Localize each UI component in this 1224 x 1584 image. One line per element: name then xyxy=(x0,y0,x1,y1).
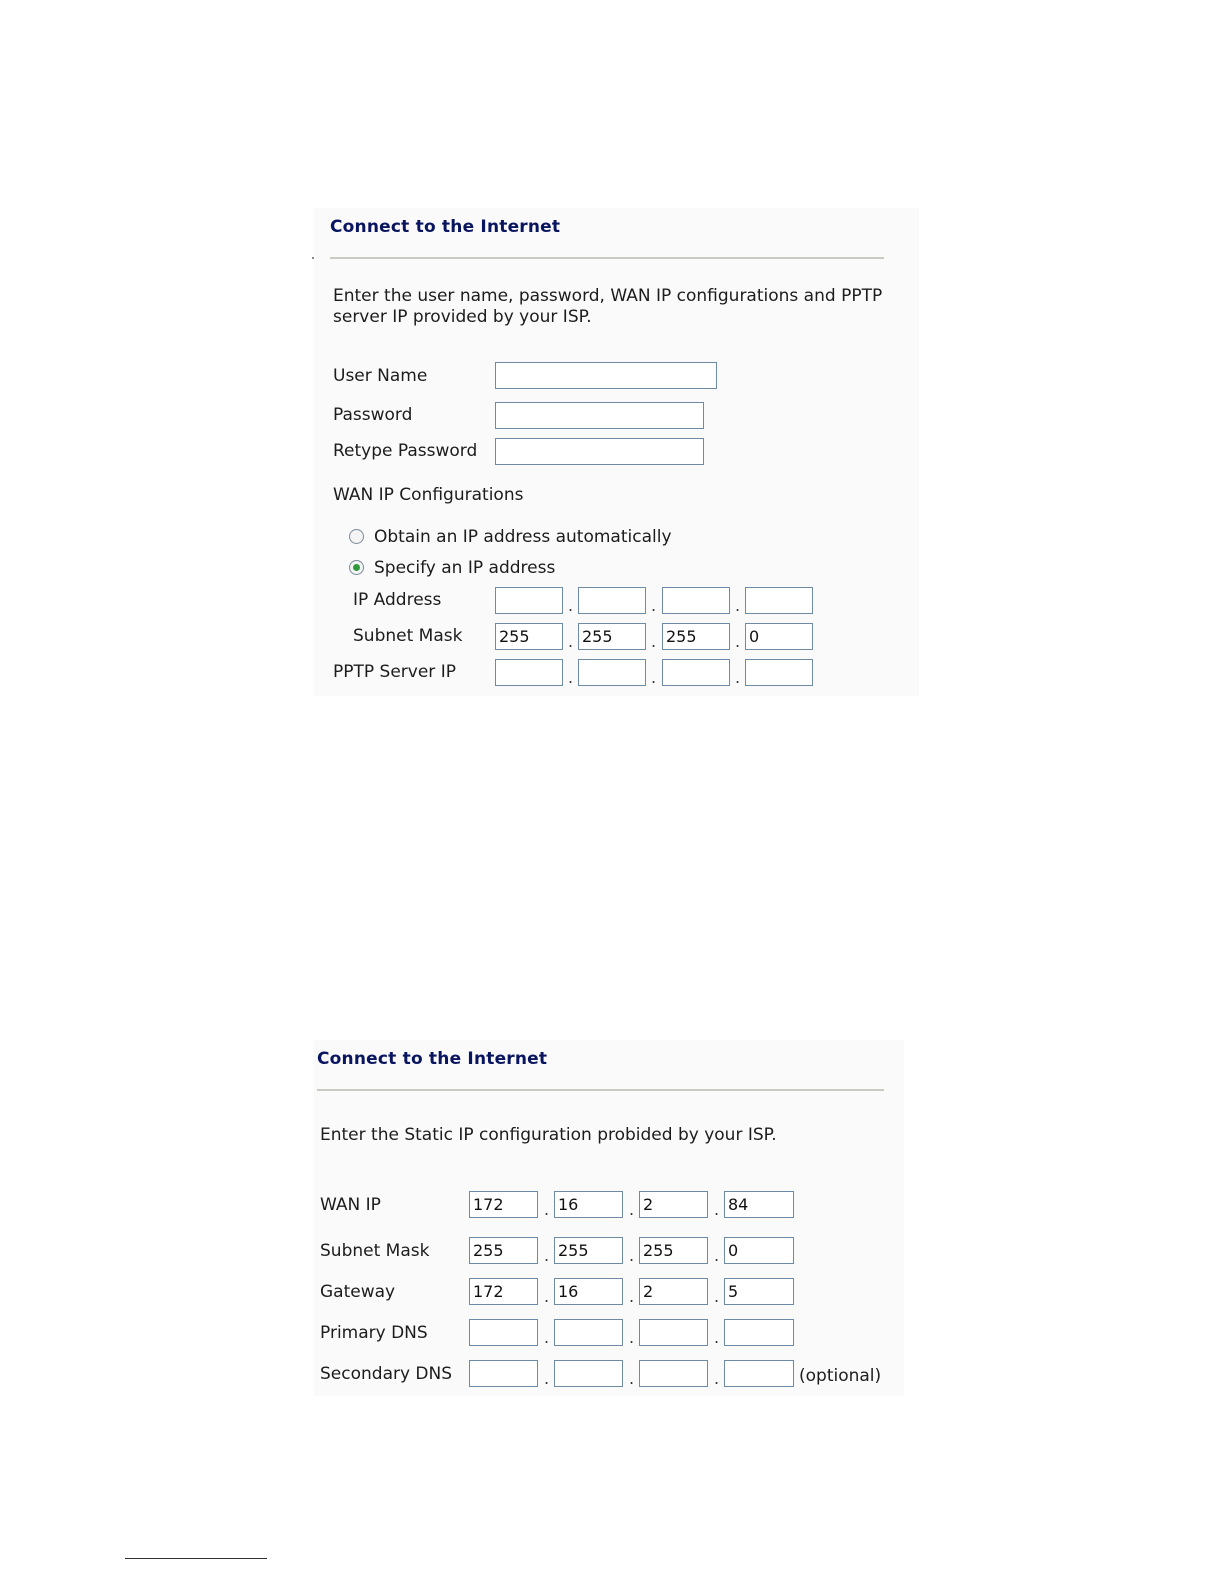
subnet-mask-label: Subnet Mask xyxy=(353,626,463,646)
ip-address-label: IP Address xyxy=(353,590,442,610)
secondary-dns-octet-2[interactable] xyxy=(554,1360,623,1387)
stray-mark xyxy=(312,257,314,259)
primary-dns-octet-1[interactable] xyxy=(469,1319,538,1346)
octet-separator: . xyxy=(544,1287,550,1306)
user-name-input[interactable] xyxy=(495,362,717,389)
octet-separator: . xyxy=(544,1369,550,1388)
octet-separator: . xyxy=(568,632,574,651)
octet-separator: . xyxy=(629,1200,635,1219)
octet-separator: . xyxy=(544,1246,550,1265)
octet-separator: . xyxy=(714,1246,720,1265)
octet-separator: . xyxy=(568,596,574,615)
gateway-octet-3[interactable] xyxy=(639,1278,708,1305)
wan-ip-label: WAN IP xyxy=(320,1195,381,1215)
octet-separator: . xyxy=(735,632,741,651)
static-subnet-mask-octet-2[interactable] xyxy=(554,1237,623,1264)
secondary-dns-octet-3[interactable] xyxy=(639,1360,708,1387)
octet-separator: . xyxy=(544,1328,550,1347)
ip-address-octet-2[interactable] xyxy=(578,587,646,614)
static-subnet-mask-octet-3[interactable] xyxy=(639,1237,708,1264)
gateway-octet-1[interactable] xyxy=(469,1278,538,1305)
subnet-mask-octet-3[interactable] xyxy=(662,623,730,650)
octet-separator: . xyxy=(544,1200,550,1219)
octet-separator: . xyxy=(629,1328,635,1347)
optional-note: (optional) xyxy=(799,1366,882,1386)
ip-address-octet-3[interactable] xyxy=(662,587,730,614)
octet-separator: . xyxy=(714,1328,720,1347)
octet-separator: . xyxy=(651,596,657,615)
specify-ip-address-label[interactable]: Specify an IP address xyxy=(374,558,556,578)
secondary-dns-octet-1[interactable] xyxy=(469,1360,538,1387)
pptp-instructions-line2: server IP provided by your ISP. xyxy=(333,307,592,327)
subnet-mask-octet-2[interactable] xyxy=(578,623,646,650)
wan-ip-octet-4[interactable] xyxy=(724,1191,794,1218)
gateway-octet-2[interactable] xyxy=(554,1278,623,1305)
static-subnet-mask-label: Subnet Mask xyxy=(320,1241,430,1261)
gateway-label: Gateway xyxy=(320,1282,396,1302)
retype-password-label: Retype Password xyxy=(333,441,478,461)
octet-separator: . xyxy=(714,1287,720,1306)
pptp-server-ip-octet-1[interactable] xyxy=(495,659,563,686)
primary-dns-octet-4[interactable] xyxy=(724,1319,794,1346)
user-name-label: User Name xyxy=(333,366,428,386)
footnote-separator xyxy=(125,1558,267,1559)
gateway-octet-4[interactable] xyxy=(724,1278,794,1305)
ip-address-octet-1[interactable] xyxy=(495,587,563,614)
octet-separator: . xyxy=(629,1369,635,1388)
octet-separator: . xyxy=(735,668,741,687)
wan-ip-octet-3[interactable] xyxy=(639,1191,708,1218)
primary-dns-label: Primary DNS xyxy=(320,1323,428,1343)
pptp-form-title: Connect to the Internet xyxy=(330,217,561,237)
wan-ip-octet-2[interactable] xyxy=(554,1191,623,1218)
static-instructions: Enter the Static IP configuration probided by your ISP. xyxy=(320,1125,777,1145)
octet-separator: . xyxy=(629,1246,635,1265)
octet-separator: . xyxy=(714,1200,720,1219)
obtain-ip-automatically-label[interactable]: Obtain an IP address automatically xyxy=(374,527,672,547)
static-form-title: Connect to the Internet xyxy=(317,1049,548,1069)
pptp-form-divider xyxy=(330,257,884,259)
subnet-mask-octet-1[interactable] xyxy=(495,623,563,650)
subnet-mask-octet-4[interactable] xyxy=(745,623,813,650)
static-form-divider xyxy=(317,1089,884,1091)
secondary-dns-octet-4[interactable] xyxy=(724,1360,794,1387)
password-label: Password xyxy=(333,405,413,425)
octet-separator: . xyxy=(629,1287,635,1306)
primary-dns-octet-3[interactable] xyxy=(639,1319,708,1346)
pptp-server-ip-octet-4[interactable] xyxy=(745,659,813,686)
password-input[interactable] xyxy=(495,402,704,429)
static-subnet-mask-octet-1[interactable] xyxy=(469,1237,538,1264)
octet-separator: . xyxy=(714,1369,720,1388)
wan-ip-configurations-label: WAN IP Configurations xyxy=(333,485,524,505)
pptp-instructions-line1: Enter the user name, password, WAN IP configurations and PPTP xyxy=(333,286,883,306)
pptp-server-ip-octet-3[interactable] xyxy=(662,659,730,686)
obtain-ip-automatically-radio[interactable] xyxy=(349,529,364,544)
pptp-server-ip-label: PPTP Server IP xyxy=(333,662,456,682)
octet-separator: . xyxy=(568,668,574,687)
octet-separator: . xyxy=(735,596,741,615)
wan-ip-octet-1[interactable] xyxy=(469,1191,538,1218)
retype-password-input[interactable] xyxy=(495,438,704,465)
pptp-server-ip-octet-2[interactable] xyxy=(578,659,646,686)
octet-separator: . xyxy=(651,632,657,651)
octet-separator: . xyxy=(651,668,657,687)
specify-ip-address-radio[interactable] xyxy=(349,560,364,575)
ip-address-octet-4[interactable] xyxy=(745,587,813,614)
static-subnet-mask-octet-4[interactable] xyxy=(724,1237,794,1264)
secondary-dns-label: Secondary DNS xyxy=(320,1364,453,1384)
primary-dns-octet-2[interactable] xyxy=(554,1319,623,1346)
